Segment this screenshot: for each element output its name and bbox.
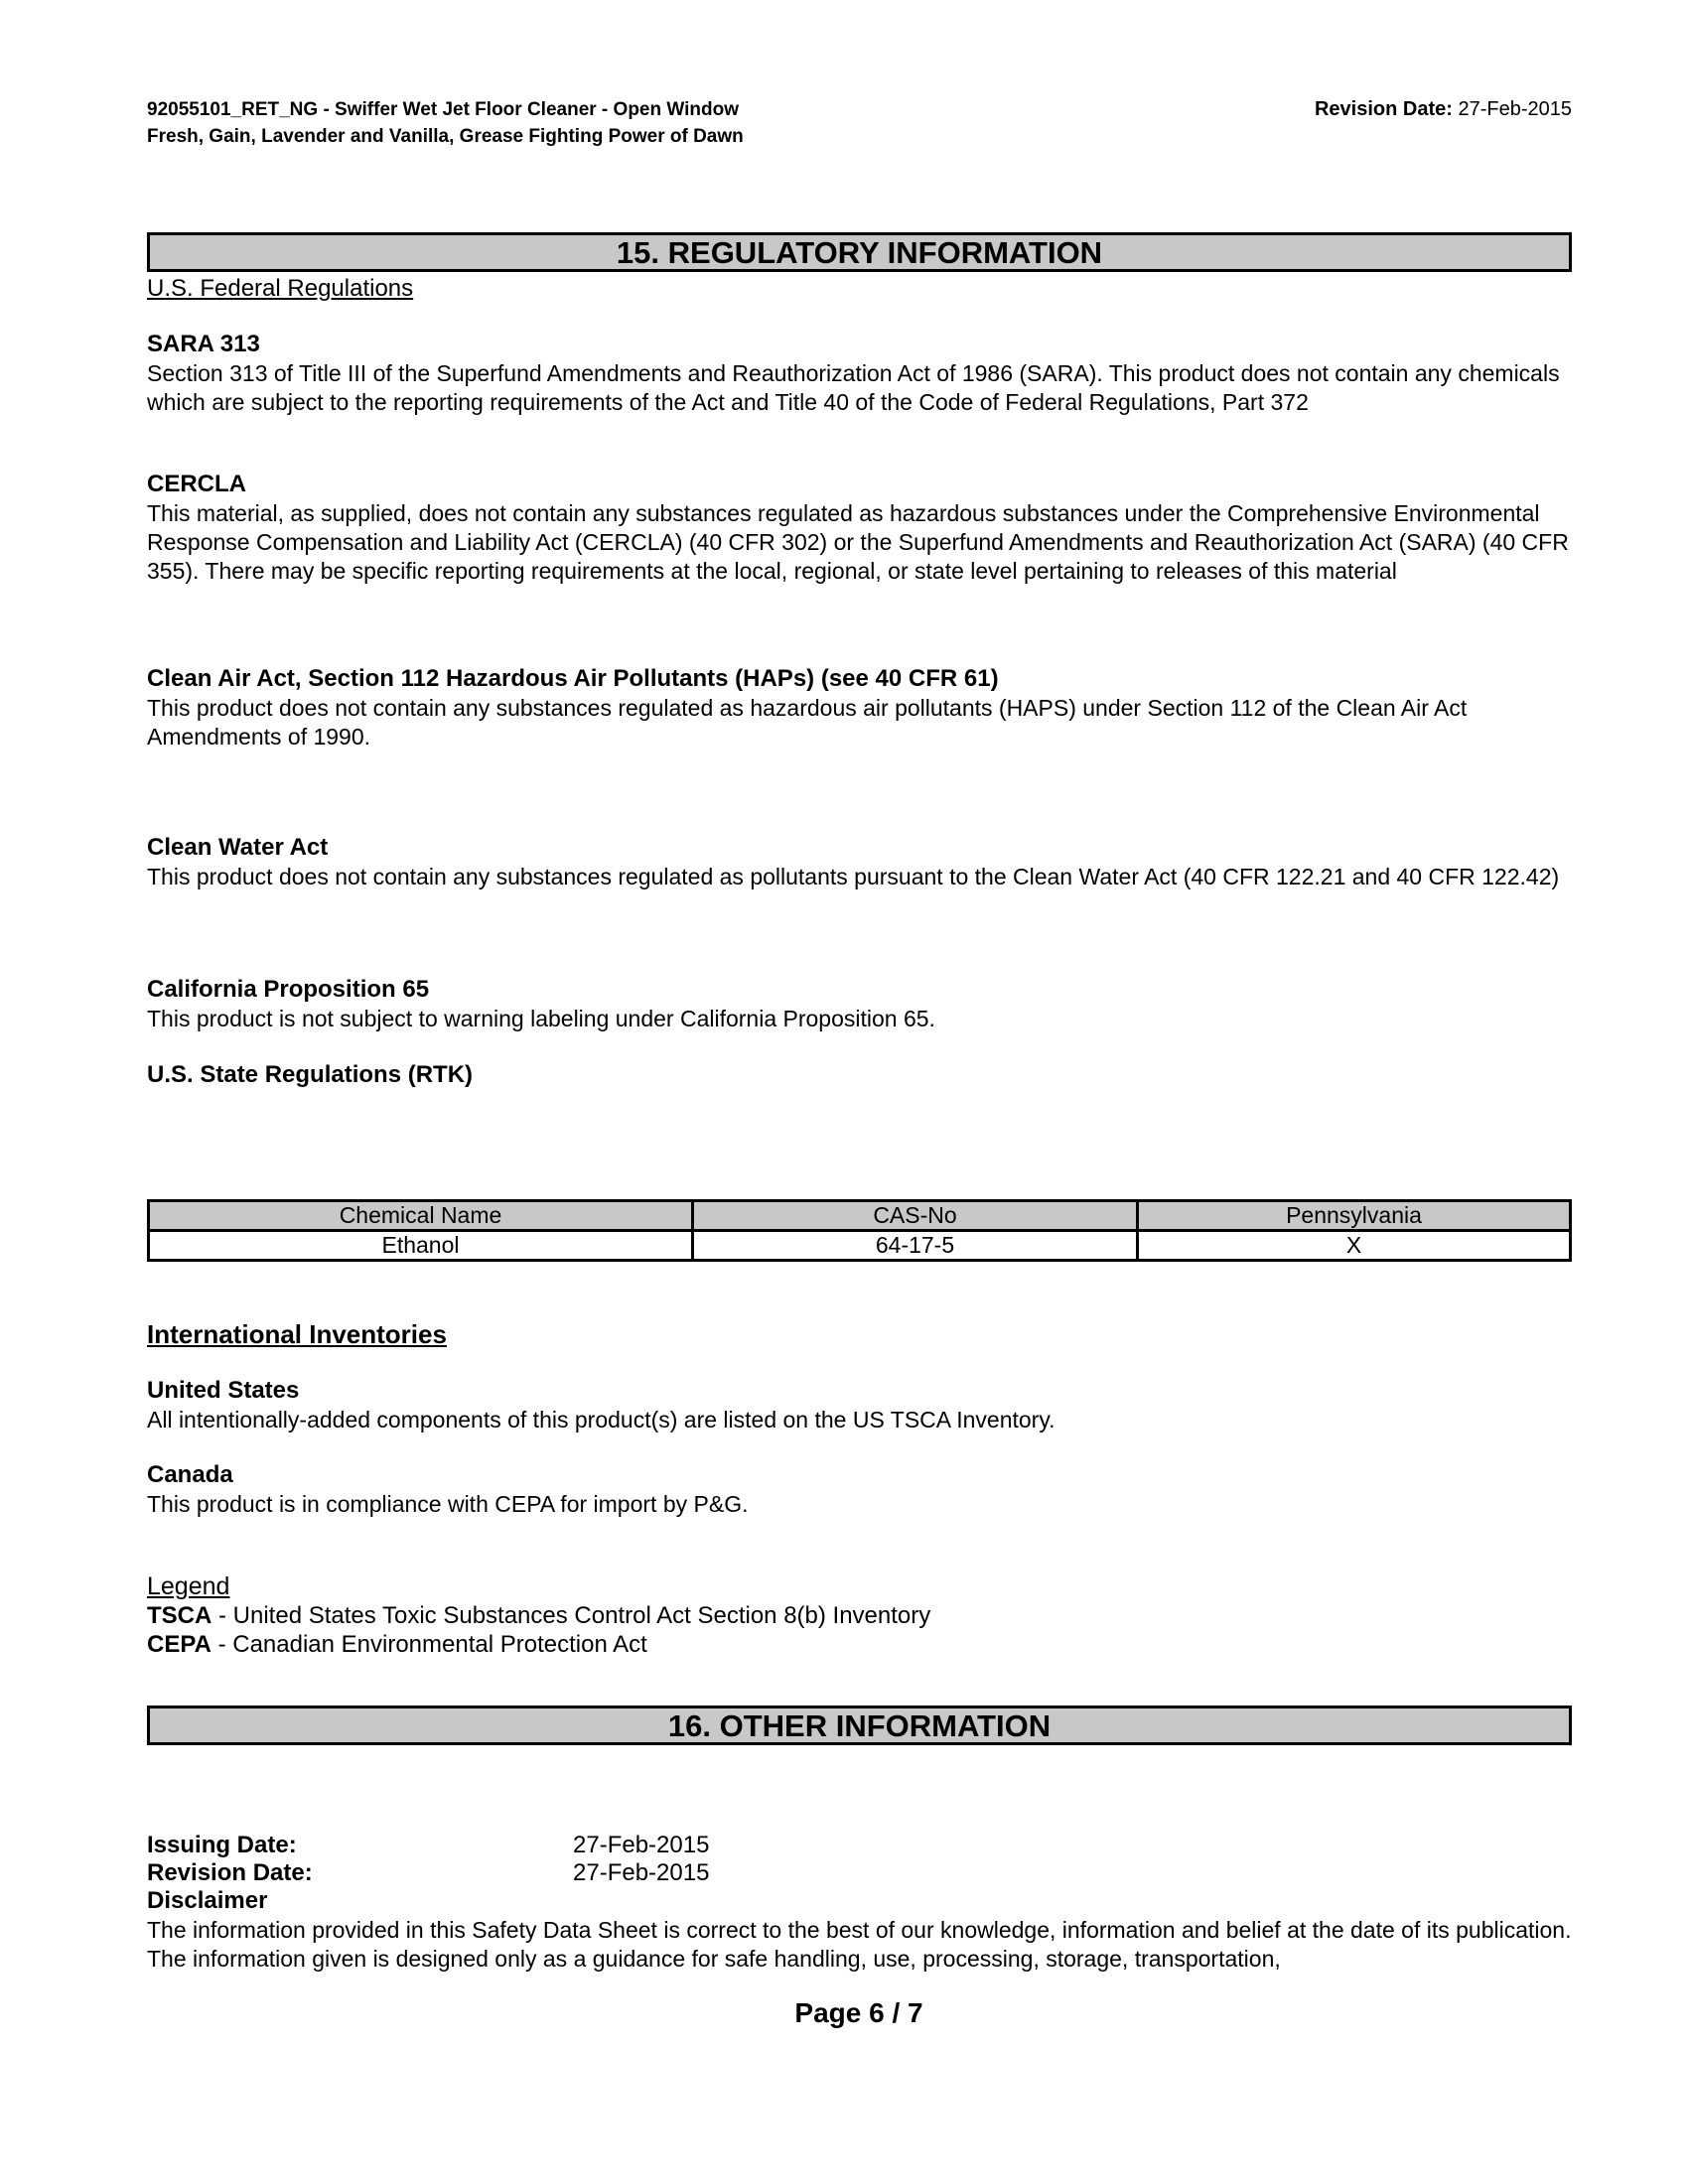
clean-water-act-text: This product does not contain any substances regulated as pollutants pursuant to the Clean Water Act (40 CFR 122.21 and 40 CFR 122.42): [147, 864, 1560, 889]
legend-item-cepa: [147, 1630, 647, 1659]
international-inventories-heading: International Inventories: [147, 1319, 447, 1349]
legend-desc: - United States Toxic Substances Control Act Section 8(b) Inventory: [211, 1602, 931, 1629]
col-chemical-name: Chemical Name: [149, 1201, 693, 1231]
cercla-text: This material, as supplied, does not contain any substances regulated as hazardous substances under the Comprehensive Environmental Response Compensation and Liability Act (CERCLA) (40 CFR 302) or the Superfund Amendments and Reauthorization Act (SARA) (40 CFR 355). There may be specific reporting requirements at the local, regional, or state level pertaining to releases of this material: [147, 500, 1569, 584]
revision-date-label: Revision Date:: [147, 1859, 313, 1886]
rtk-table: [147, 1199, 1572, 1262]
prop-65-text: This product is not subject to warning labeling under California Proposition 65.: [147, 1006, 935, 1031]
us-federal-regulations-heading: U.S. Federal Regulations: [147, 275, 414, 302]
page-number: Page 6 / 7: [794, 1997, 923, 2028]
disclaimer-title: Disclaimer: [147, 1887, 268, 1914]
united-states-title: United States: [147, 1377, 300, 1404]
legend-heading: Legend: [147, 1572, 230, 1600]
table-row: [149, 1231, 1571, 1261]
sara-313-title: SARA 313: [147, 331, 260, 357]
revision-date-value: 27-Feb-2015: [573, 1859, 710, 1886]
cell-cas-no: 64-17-5: [693, 1231, 1138, 1261]
canada-title: Canada: [147, 1461, 233, 1488]
issuing-date-label: Issuing Date:: [147, 1832, 297, 1858]
clean-air-act-text: This product does not contain any substances regulated as hazardous air pollutants (HAPS) under Section 112 of the Clean Air Act Amendments of 1990.: [147, 695, 1468, 750]
header-revision: [1175, 96, 1572, 123]
legend-desc: - Canadian Environmental Protection Act: [211, 1631, 647, 1658]
cell-chemical-name: Ethanol: [149, 1231, 693, 1261]
clean-water-act-title: Clean Water Act: [147, 834, 329, 861]
cell-pennsylvania: X: [1138, 1231, 1571, 1261]
header-revision-label: Revision Date:: [1314, 98, 1453, 120]
sara-313-text: Section 313 of Title III of the Superfund Amendments and Reauthorization Act of 1986 (SARA). This product does not contain any chemicals which are subject to the reporting requirements of the Act and Title 40 of the Code of Federal Regulations, Part 372: [147, 360, 1560, 415]
canada-text: This product is in compliance with CEPA for import by P&G.: [147, 1491, 749, 1517]
section-16-banner: 16. OTHER INFORMATION: [147, 1706, 1572, 1745]
document-header-product: [147, 96, 1041, 150]
section-15-banner: 15. REGULATORY INFORMATION: [147, 232, 1572, 272]
header-revision-value: 27-Feb-2015: [1458, 98, 1572, 120]
rtk-table-header-row: [149, 1201, 1571, 1231]
united-states-text: All intentionally-added components of this product(s) are listed on the US TSCA Inventory.: [147, 1407, 1055, 1433]
cercla-title: CERCLA: [147, 471, 246, 497]
product-title-line-1: 92055101_RET_NG - Swiffer Wet Jet Floor Cleaner - Open Window: [147, 99, 740, 120]
disclaimer-text: The information provided in this Safety Data Sheet is correct to the best of our knowledge, information and belief at the date of its publication. The information given is designed only as a guidance for safe handling, use, processing, storage, transportation,: [147, 1917, 1572, 1972]
legend-item-tsca: [147, 1601, 930, 1630]
prop-65-title: California Proposition 65: [147, 976, 430, 1003]
col-cas-no: CAS-No: [693, 1201, 1138, 1231]
product-title-line-2: Fresh, Gain, Lavender and Vanilla, Grease Fighting Power of Dawn: [147, 126, 744, 147]
legend-abbr: CEPA: [147, 1631, 211, 1658]
issuing-date-value: 27-Feb-2015: [573, 1832, 710, 1858]
col-pennsylvania: Pennsylvania: [1138, 1201, 1571, 1231]
legend-abbr: TSCA: [147, 1602, 212, 1629]
state-regulations-heading: U.S. State Regulations (RTK): [147, 1061, 474, 1088]
clean-air-act-title: Clean Air Act, Section 112 Hazardous Air Pollutants (HAPs) (see 40 CFR 61): [147, 665, 999, 692]
